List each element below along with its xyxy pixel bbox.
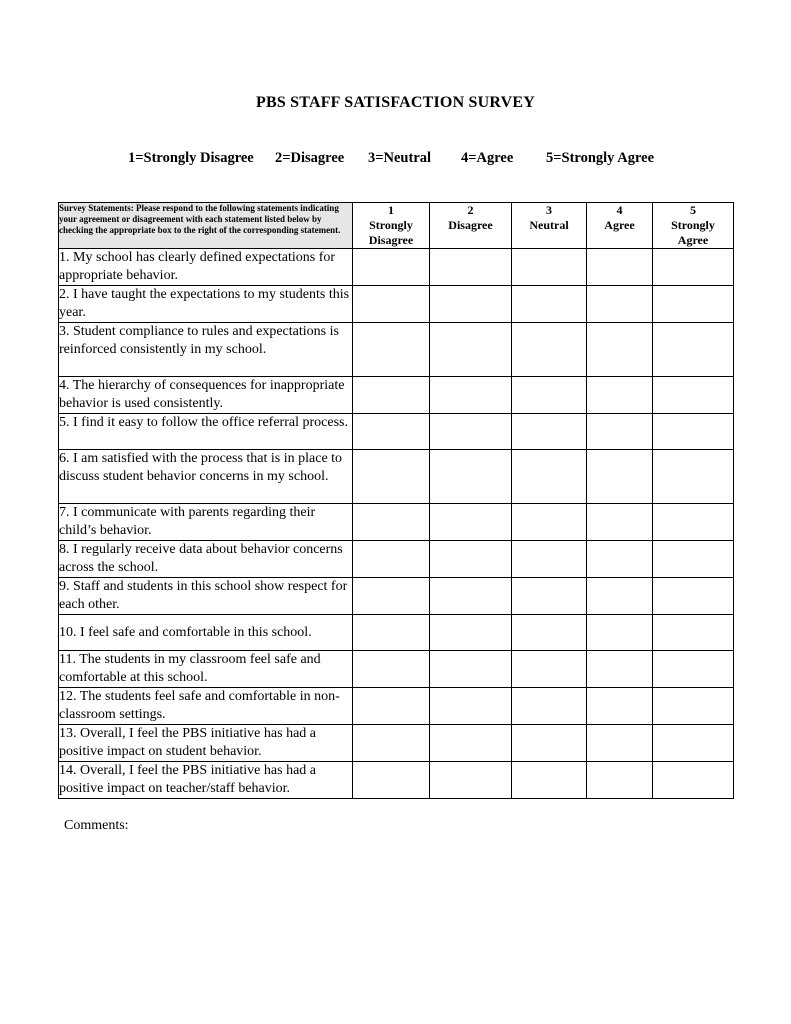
statement-cell: 13. Overall, I feel the PBS initiative has had a positive impact on student behavior.: [59, 725, 353, 762]
column-header-4: [587, 203, 653, 249]
rating-box-2[interactable]: [430, 377, 512, 414]
rating-box-3[interactable]: [512, 377, 587, 414]
table-row: [59, 377, 734, 414]
rating-box-2[interactable]: [430, 450, 512, 504]
rating-box-1[interactable]: [353, 286, 430, 323]
rating-box-1[interactable]: [353, 249, 430, 286]
rating-box-4[interactable]: [587, 725, 653, 762]
rating-box-4[interactable]: [587, 541, 653, 578]
column-number: 2: [467, 203, 474, 217]
statement-cell: 10. I feel safe and comfortable in this school.: [59, 615, 353, 651]
table-row: [59, 651, 734, 688]
rating-box-1[interactable]: [353, 450, 430, 504]
column-number: 5: [690, 203, 696, 217]
rating-box-5[interactable]: [653, 541, 734, 578]
rating-box-2[interactable]: [430, 286, 512, 323]
instructions-cell: Survey Statements: Please respond to the following statements indicating your agreement or disagreement with each statement listed below by checking the appropriate box to the right of the corresponding statement.: [59, 203, 353, 249]
rating-box-3[interactable]: [512, 578, 587, 615]
rating-box-1[interactable]: [353, 688, 430, 725]
statement-cell: 9. Staff and students in this school show respect for each other.: [59, 578, 353, 615]
rating-box-5[interactable]: [653, 377, 734, 414]
scale-label-5: 5=Strongly Agree: [546, 150, 655, 166]
rating-box-2[interactable]: [430, 323, 512, 377]
column-number: 1: [388, 203, 394, 217]
rating-box-5[interactable]: [653, 762, 734, 799]
rating-box-2[interactable]: [430, 725, 512, 762]
rating-box-3[interactable]: [512, 688, 587, 725]
statement-cell: 7. I communicate with parents regarding their child’s behavior.: [59, 504, 353, 541]
survey-title: PBS STAFF SATISFACTION SURVEY: [256, 94, 535, 111]
table-row: [59, 688, 734, 725]
rating-box-2[interactable]: [430, 249, 512, 286]
rating-box-3[interactable]: [512, 651, 587, 688]
rating-box-3[interactable]: [512, 286, 587, 323]
table-row: [59, 541, 734, 578]
column-label: Disagree: [448, 218, 493, 232]
statement-cell: 3. Student compliance to rules and expectations is reinforced consistently in my school.: [59, 323, 353, 377]
column-header-3: [512, 203, 587, 249]
column-label: Neutral: [529, 218, 569, 232]
rating-box-1[interactable]: [353, 762, 430, 799]
table-row: [59, 762, 734, 799]
rating-box-4[interactable]: [587, 249, 653, 286]
column-number: 4: [616, 203, 623, 217]
statement-cell: 2. I have taught the expectations to my students this year.: [59, 286, 353, 323]
table-row: [59, 450, 734, 504]
statement-cell: 11. The students in my classroom feel safe and comfortable at this school.: [59, 651, 353, 688]
statement-cell: 4. The hierarchy of consequences for inappropriate behavior is used consistently.: [59, 377, 353, 414]
rating-box-1[interactable]: [353, 725, 430, 762]
statement-cell: 6. I am satisfied with the process that is in place to discuss student behavior concerns in my school.: [59, 450, 353, 504]
rating-box-3[interactable]: [512, 323, 587, 377]
scale-label-1: 1=Strongly Disagree: [128, 150, 254, 166]
scale-label-3: 3=Neutral: [368, 150, 432, 166]
header-row: [59, 203, 734, 249]
rating-box-3[interactable]: [512, 249, 587, 286]
scale-label-4: 4=Agree: [461, 150, 514, 166]
column-header-1: [353, 203, 430, 249]
table-row: [59, 615, 734, 651]
rating-box-4[interactable]: [587, 651, 653, 688]
comments-label: Comments:: [64, 818, 129, 833]
rating-box-5[interactable]: [653, 414, 734, 450]
rating-box-4[interactable]: [587, 323, 653, 377]
rating-box-5[interactable]: [653, 450, 734, 504]
rating-box-3[interactable]: [512, 504, 587, 541]
rating-box-4[interactable]: [587, 450, 653, 504]
rating-box-1[interactable]: [353, 615, 430, 651]
rating-box-4[interactable]: [587, 377, 653, 414]
table-row: [59, 725, 734, 762]
rating-box-4[interactable]: [587, 286, 653, 323]
rating-box-5[interactable]: [653, 249, 734, 286]
rating-box-4[interactable]: [587, 414, 653, 450]
survey-table: [58, 202, 734, 799]
rating-box-2[interactable]: [430, 578, 512, 615]
table-row: [59, 414, 734, 450]
rating-box-2[interactable]: [430, 504, 512, 541]
statement-cell: 14. Overall, I feel the PBS initiative has had a positive impact on teacher/staff behavior.: [59, 762, 353, 799]
statement-cell: 5. I find it easy to follow the office referral process.: [59, 414, 353, 450]
rating-box-3[interactable]: [512, 541, 587, 578]
rating-box-5[interactable]: [653, 615, 734, 651]
column-label: Strongly Agree: [671, 218, 715, 247]
table-row: [59, 504, 734, 541]
rating-box-2[interactable]: [430, 541, 512, 578]
rating-box-4[interactable]: [587, 615, 653, 651]
rating-box-5[interactable]: [653, 725, 734, 762]
rating-box-5[interactable]: [653, 578, 734, 615]
rating-box-2[interactable]: [430, 762, 512, 799]
rating-box-1[interactable]: [353, 414, 430, 450]
statement-cell: 1. My school has clearly defined expectations for appropriate behavior.: [59, 249, 353, 286]
table-row: [59, 578, 734, 615]
rating-box-3[interactable]: [512, 414, 587, 450]
statement-cell: 12. The students feel safe and comfortable in non-classroom settings.: [59, 688, 353, 725]
rating-box-5[interactable]: [653, 323, 734, 377]
column-header-5: [653, 203, 734, 249]
rating-box-1[interactable]: [353, 578, 430, 615]
rating-box-2[interactable]: [430, 615, 512, 651]
rating-box-4[interactable]: [587, 504, 653, 541]
rating-box-1[interactable]: [353, 504, 430, 541]
rating-box-5[interactable]: [653, 286, 734, 323]
rating-box-3[interactable]: [512, 725, 587, 762]
rating-box-3[interactable]: [512, 762, 587, 799]
statement-cell: 8. I regularly receive data about behavior concerns across the school.: [59, 541, 353, 578]
rating-box-2[interactable]: [430, 414, 512, 450]
table-row: [59, 286, 734, 323]
rating-box-5[interactable]: [653, 651, 734, 688]
scale-label-2: 2=Disagree: [275, 150, 345, 166]
rating-box-4[interactable]: [587, 578, 653, 615]
column-header-2: [430, 203, 512, 249]
rating-box-4[interactable]: [587, 762, 653, 799]
rating-box-3[interactable]: [512, 450, 587, 504]
rating-box-4[interactable]: [587, 688, 653, 725]
rating-box-1[interactable]: [353, 323, 430, 377]
rating-box-5[interactable]: [653, 504, 734, 541]
rating-box-3[interactable]: [512, 615, 587, 651]
column-number: 3: [546, 203, 552, 217]
rating-box-1[interactable]: [353, 377, 430, 414]
rating-box-2[interactable]: [430, 688, 512, 725]
rating-box-5[interactable]: [653, 688, 734, 725]
column-label: Agree: [604, 218, 635, 232]
rating-box-1[interactable]: [353, 651, 430, 688]
rating-box-1[interactable]: [353, 541, 430, 578]
column-label: Strongly Disagree: [368, 218, 414, 247]
table-row: [59, 323, 734, 377]
table-row: [59, 249, 734, 286]
rating-box-2[interactable]: [430, 651, 512, 688]
